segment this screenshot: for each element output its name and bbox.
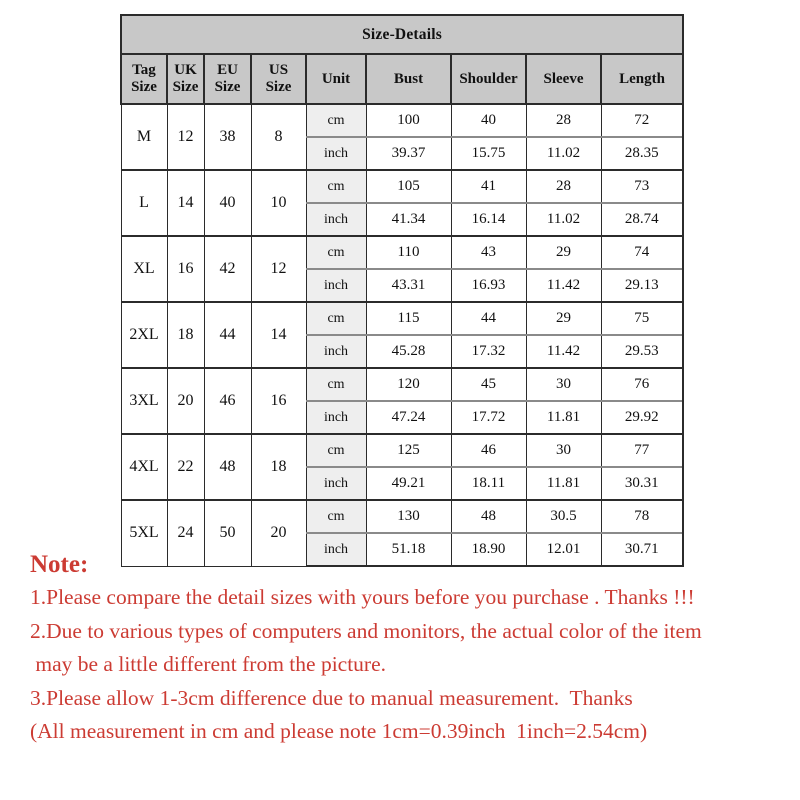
value-cell-shoulder-inch: 18.11 xyxy=(451,467,526,500)
value-cell-sleeve-inch: 11.81 xyxy=(526,401,601,434)
size-details-table-container xyxy=(120,14,682,567)
value-cell-length-cm: 75 xyxy=(601,302,683,335)
value-cell-sleeve-inch: 11.02 xyxy=(526,137,601,170)
uk-size-line1: UK xyxy=(174,62,197,79)
value-cell-length-cm: 76 xyxy=(601,368,683,401)
size-cell-uk: 18 xyxy=(167,302,204,368)
value-cell-sleeve-inch: 12.01 xyxy=(526,533,601,566)
size-cell-tag: L xyxy=(121,170,167,236)
size-cell-tag: 4XL xyxy=(121,434,167,500)
unit-cell-inch: inch xyxy=(306,269,366,302)
column-header-eu-size xyxy=(204,54,251,104)
unit-cell-inch: inch xyxy=(306,137,366,170)
size-cell-uk: 16 xyxy=(167,236,204,302)
size-cell-tag: 5XL xyxy=(121,500,167,566)
unit-cell-cm: cm xyxy=(306,104,366,137)
size-cell-us: 14 xyxy=(251,302,306,368)
value-cell-length-cm: 73 xyxy=(601,170,683,203)
value-cell-bust-cm: 125 xyxy=(366,434,451,467)
value-cell-bust-cm: 105 xyxy=(366,170,451,203)
value-cell-shoulder-cm: 48 xyxy=(451,500,526,533)
column-header-unit: Unit xyxy=(306,54,366,104)
value-cell-bust-cm: 130 xyxy=(366,500,451,533)
note-line: 2.Due to various types of computers and monitors, the actual color of the item xyxy=(30,618,702,643)
size-cell-eu: 46 xyxy=(204,368,251,434)
value-cell-bust-inch: 45.28 xyxy=(366,335,451,368)
size-cell-uk: 24 xyxy=(167,500,204,566)
size-cell-us: 8 xyxy=(251,104,306,170)
tag-size-line1: Tag xyxy=(132,62,156,79)
value-cell-sleeve-inch: 11.42 xyxy=(526,335,601,368)
value-cell-shoulder-inch: 18.90 xyxy=(451,533,526,566)
size-cell-eu: 38 xyxy=(204,104,251,170)
unit-cell-inch: inch xyxy=(306,401,366,434)
size-cell-us: 16 xyxy=(251,368,306,434)
eu-size-line2: Size xyxy=(214,79,241,95)
value-cell-length-inch: 28.35 xyxy=(601,137,683,170)
unit-cell-cm: cm xyxy=(306,170,366,203)
value-cell-bust-inch: 41.34 xyxy=(366,203,451,236)
value-cell-length-cm: 72 xyxy=(601,104,683,137)
value-cell-sleeve-cm: 30 xyxy=(526,368,601,401)
unit-cell-cm: cm xyxy=(306,368,366,401)
note-line: 3.Please allow 1-3cm difference due to manual measurement. Thanks xyxy=(30,685,633,710)
value-cell-sleeve-cm: 30 xyxy=(526,434,601,467)
value-cell-bust-inch: 47.24 xyxy=(366,401,451,434)
value-cell-length-cm: 77 xyxy=(601,434,683,467)
value-cell-sleeve-inch: 11.42 xyxy=(526,269,601,302)
value-cell-length-inch: 29.13 xyxy=(601,269,683,302)
size-cell-tag: XL xyxy=(121,236,167,302)
value-cell-shoulder-cm: 45 xyxy=(451,368,526,401)
value-cell-length-inch: 30.31 xyxy=(601,467,683,500)
value-cell-sleeve-cm: 29 xyxy=(526,236,601,269)
value-cell-bust-cm: 100 xyxy=(366,104,451,137)
notes-section xyxy=(30,552,782,755)
notes-lines xyxy=(30,587,782,743)
notes-heading: Note: xyxy=(30,551,89,578)
value-cell-bust-inch: 43.31 xyxy=(366,269,451,302)
unit-cell-inch: inch xyxy=(306,203,366,236)
value-cell-bust-cm: 110 xyxy=(366,236,451,269)
size-cell-uk: 14 xyxy=(167,170,204,236)
value-cell-shoulder-cm: 46 xyxy=(451,434,526,467)
size-cell-us: 10 xyxy=(251,170,306,236)
eu-size-line1: EU xyxy=(217,62,238,79)
value-cell-length-cm: 74 xyxy=(601,236,683,269)
table-row xyxy=(121,170,683,203)
table-title-row xyxy=(121,15,683,54)
table-body xyxy=(121,104,683,566)
value-cell-sleeve-cm: 28 xyxy=(526,170,601,203)
unit-cell-cm: cm xyxy=(306,236,366,269)
tag-size-line2: Size xyxy=(131,79,157,95)
value-cell-sleeve-inch: 11.02 xyxy=(526,203,601,236)
size-cell-eu: 48 xyxy=(204,434,251,500)
uk-size-line2: Size xyxy=(172,79,199,95)
column-header-tag-size xyxy=(121,54,167,104)
table-row xyxy=(121,236,683,269)
table-row xyxy=(121,500,683,533)
value-cell-shoulder-inch: 17.72 xyxy=(451,401,526,434)
note-line: 1.Please compare the detail sizes with yours before you purchase . Thanks !!! xyxy=(30,585,695,609)
value-cell-length-inch: 28.74 xyxy=(601,203,683,236)
size-cell-tag: M xyxy=(121,104,167,170)
unit-cell-inch: inch xyxy=(306,335,366,368)
note-line: (All measurement in cm and please note 1cm=0.39inch 1inch=2.54cm) xyxy=(30,719,648,743)
column-header-sleeve: Sleeve xyxy=(526,54,601,104)
value-cell-shoulder-cm: 43 xyxy=(451,236,526,269)
size-cell-tag: 3XL xyxy=(121,368,167,434)
value-cell-sleeve-cm: 28 xyxy=(526,104,601,137)
size-cell-us: 18 xyxy=(251,434,306,500)
unit-cell-inch: inch xyxy=(306,533,366,566)
value-cell-bust-inch: 39.37 xyxy=(366,137,451,170)
value-cell-length-inch: 30.71 xyxy=(601,533,683,566)
value-cell-length-inch: 29.53 xyxy=(601,335,683,368)
size-cell-eu: 42 xyxy=(204,236,251,302)
table-row xyxy=(121,104,683,137)
value-cell-shoulder-cm: 44 xyxy=(451,302,526,335)
size-cell-uk: 22 xyxy=(167,434,204,500)
value-cell-shoulder-inch: 15.75 xyxy=(451,137,526,170)
value-cell-sleeve-cm: 30.5 xyxy=(526,500,601,533)
unit-cell-cm: cm xyxy=(306,302,366,335)
value-cell-shoulder-inch: 17.32 xyxy=(451,335,526,368)
column-header-uk-size xyxy=(167,54,204,104)
value-cell-bust-inch: 49.21 xyxy=(366,467,451,500)
table-column-header-row xyxy=(121,54,683,104)
note-line: may be a little different from the picture. xyxy=(30,652,387,676)
us-size-line1: US xyxy=(268,62,289,79)
value-cell-shoulder-cm: 40 xyxy=(451,104,526,137)
unit-cell-cm: cm xyxy=(306,500,366,533)
table-row xyxy=(121,434,683,467)
size-cell-uk: 20 xyxy=(167,368,204,434)
table-row xyxy=(121,302,683,335)
size-cell-eu: 50 xyxy=(204,500,251,566)
value-cell-sleeve-inch: 11.81 xyxy=(526,467,601,500)
value-cell-bust-inch: 51.18 xyxy=(366,533,451,566)
unit-cell-inch: inch xyxy=(306,467,366,500)
column-header-bust: Bust xyxy=(366,54,451,104)
size-cell-tag: 2XL xyxy=(121,302,167,368)
size-cell-eu: 40 xyxy=(204,170,251,236)
table-title: Size-Details xyxy=(121,15,683,54)
size-cell-uk: 12 xyxy=(167,104,204,170)
table-header xyxy=(121,15,683,104)
value-cell-bust-cm: 115 xyxy=(366,302,451,335)
size-cell-eu: 44 xyxy=(204,302,251,368)
value-cell-shoulder-cm: 41 xyxy=(451,170,526,203)
value-cell-sleeve-cm: 29 xyxy=(526,302,601,335)
value-cell-length-inch: 29.92 xyxy=(601,401,683,434)
column-header-length: Length xyxy=(601,54,683,104)
column-header-us-size xyxy=(251,54,306,104)
value-cell-shoulder-inch: 16.93 xyxy=(451,269,526,302)
size-cell-us: 20 xyxy=(251,500,306,566)
size-details-table xyxy=(120,14,684,567)
column-header-shoulder: Shoulder xyxy=(451,54,526,104)
value-cell-shoulder-inch: 16.14 xyxy=(451,203,526,236)
size-cell-us: 12 xyxy=(251,236,306,302)
value-cell-length-cm: 78 xyxy=(601,500,683,533)
table-row xyxy=(121,368,683,401)
value-cell-bust-cm: 120 xyxy=(366,368,451,401)
unit-cell-cm: cm xyxy=(306,434,366,467)
us-size-line2: Size xyxy=(265,79,292,95)
